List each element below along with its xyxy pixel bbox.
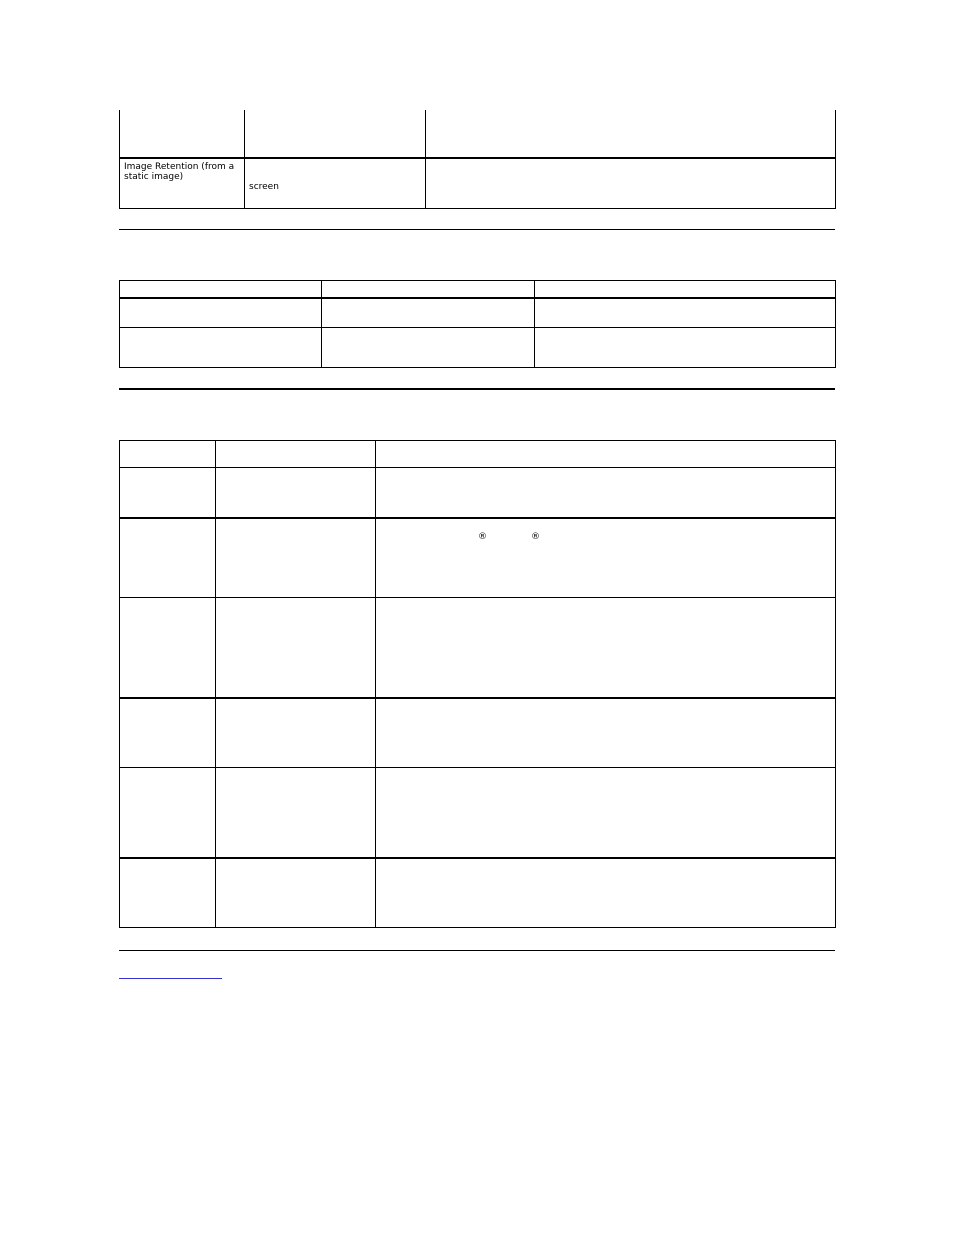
table-cell xyxy=(120,698,216,768)
table-cell xyxy=(120,858,216,928)
table-cell xyxy=(120,468,216,518)
table-header-cell xyxy=(535,281,836,298)
table-cell xyxy=(376,598,836,698)
bottom-table xyxy=(119,440,836,928)
table-header-cell xyxy=(376,441,836,468)
table-header-cell xyxy=(120,281,322,298)
table-cell xyxy=(120,598,216,698)
table-cell xyxy=(322,328,535,368)
table-header-cell xyxy=(216,441,376,468)
table-cell xyxy=(216,468,376,518)
registered-mark: ® xyxy=(478,532,487,542)
cell-text-image-retention: Image Retention (from a static image) xyxy=(124,162,235,182)
cell-text-screen: screen xyxy=(249,182,279,192)
table-cell xyxy=(245,158,426,208)
section-divider xyxy=(119,388,835,390)
section-divider xyxy=(119,950,835,951)
section-divider xyxy=(119,229,835,230)
table-cell xyxy=(376,518,836,598)
table-cell xyxy=(426,158,836,208)
table-header-cell xyxy=(120,441,216,468)
back-to-top-link[interactable] xyxy=(119,978,222,979)
registered-mark: ® xyxy=(531,532,540,542)
table-cell xyxy=(216,858,376,928)
table-cell xyxy=(120,518,216,598)
table-header-cell xyxy=(322,281,535,298)
top-table xyxy=(119,110,836,209)
table-cell xyxy=(216,768,376,858)
table-cell xyxy=(376,768,836,858)
table-cell xyxy=(120,768,216,858)
table-cell xyxy=(245,110,426,158)
middle-table xyxy=(119,280,836,368)
table-cell xyxy=(216,698,376,768)
table-cell xyxy=(120,298,322,328)
table-cell xyxy=(376,468,836,518)
table-cell xyxy=(120,158,245,208)
table-cell xyxy=(120,328,322,368)
table-cell xyxy=(120,110,245,158)
table-cell xyxy=(216,598,376,698)
table-cell xyxy=(535,328,836,368)
table-cell xyxy=(216,518,376,598)
table-cell xyxy=(376,698,836,768)
table-cell xyxy=(535,298,836,328)
table-cell xyxy=(376,858,836,928)
table-cell xyxy=(426,110,836,158)
table-cell xyxy=(322,298,535,328)
